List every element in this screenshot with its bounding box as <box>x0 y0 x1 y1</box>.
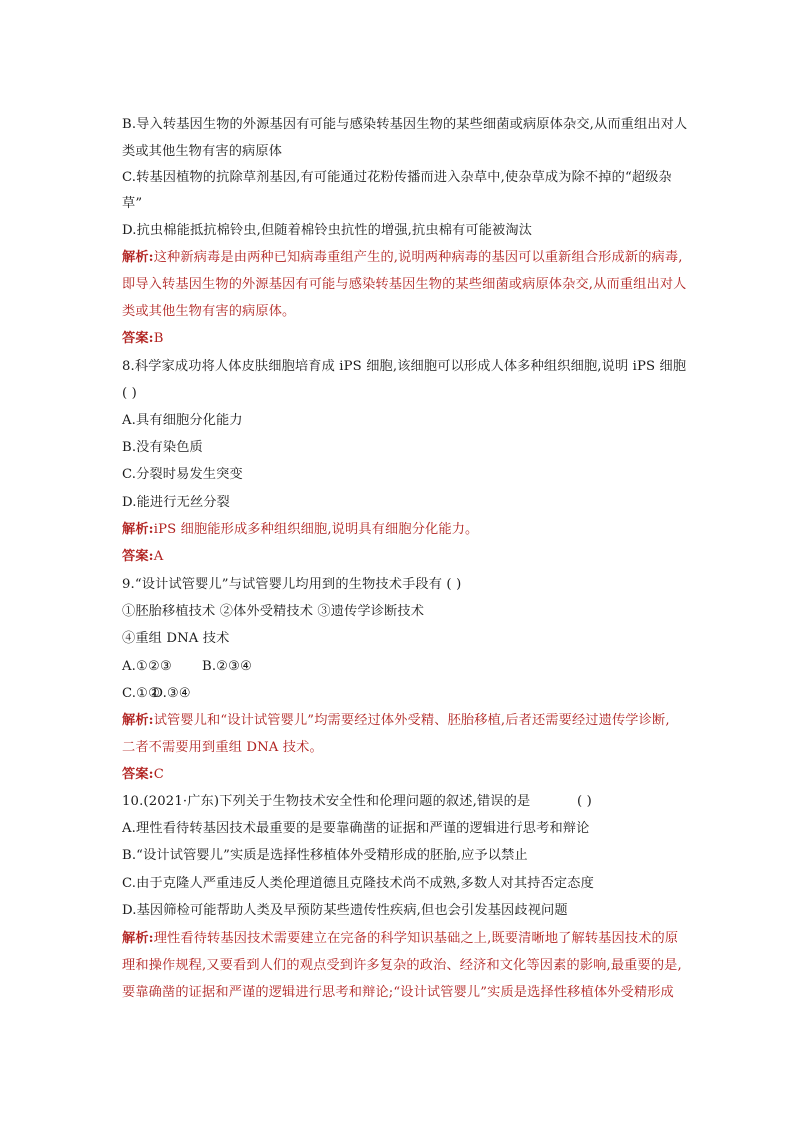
answer-label: 答案: <box>122 549 154 564</box>
q8-analysis-text: iPS 细胞能形成多种组织细胞,说明具有细胞分化能力。 <box>153 522 479 537</box>
q10-option-d: D.基因筛检可能帮助人类及早预防某些遗传性疾病,但也会引发基因歧视问题 <box>122 903 568 918</box>
answer-value: A <box>153 549 164 564</box>
q9-analysis-line2: 二者不需要用到重组 DNA 技术。 <box>122 740 323 755</box>
q7-option-d: D.抗虫棉能抵抗棉铃虫,但随着棉铃虫抗性的增强,抗虫棉有可能被淘汰 <box>122 223 533 238</box>
q8-answer <box>122 548 702 566</box>
analysis-label: 解析: <box>122 713 154 728</box>
q10-option-c: C.由于克隆人严重违反人类伦理道德且克隆技术尚不成熟,多数人对其持否定态度 <box>122 876 594 891</box>
q10-option-b: B.“设计试管婴儿”实质是选择性移植体外受精形成的胚胎,应予以禁止 <box>122 848 528 863</box>
q7-analysis-line2: 即导入转基因生物的外源基因有可能与感染转基因生物的某些细菌或病原体杂交,从而重组出对人 <box>122 277 687 292</box>
q9-option-b: B.②③④ <box>202 659 253 674</box>
q9-analysis-text1: 试管婴儿和“设计试管婴儿”均需要经过体外受精、胚胎移植,后者还需要经过遗传学诊断, <box>153 713 670 728</box>
analysis-label: 解析: <box>122 250 154 265</box>
q10-analysis-line2: 理和操作规程,又要看到人们的观点受到许多复杂的政治、经济和文化等因素的影响,最重要的是, <box>122 958 682 973</box>
q9-option-c: C.①② <box>122 686 161 701</box>
q10-stem: 10.(2021·广东)下列关于生物技术安全性和伦理问题的叙述,错误的是 <box>122 794 531 809</box>
q9-items-line1: ①胚胎移植技术 ②体外受精技术 ③遗传学诊断技术 <box>122 604 425 619</box>
analysis-label: 解析: <box>122 931 154 946</box>
q7-analysis-line1 <box>122 249 702 267</box>
q10-analysis-text1: 理性看待转基因技术需要建立在完备的科学知识基础之上,既要清晰地了解转基因技术的原 <box>153 931 679 946</box>
q8-stem-line2: ( ) <box>122 386 137 401</box>
q10-stem-row <box>122 793 702 811</box>
q7-option-b-line1: B.导入转基因生物的外源基因有可能与感染转基因生物的某些细菌或病原体杂交,从而重组出对人 <box>122 117 688 132</box>
q7-option-b-line2: 类或其他生物有害的病原体 <box>122 144 283 159</box>
q9-options-row1 <box>122 658 702 676</box>
answer-value: B <box>153 331 164 346</box>
q8-option-c: C.分裂时易发生突变 <box>122 467 243 482</box>
q9-option-d: D.③④ <box>152 686 191 701</box>
q9-options-row2 <box>122 685 702 703</box>
answer-label: 答案: <box>122 767 154 782</box>
q8-option-d: D.能进行无丝分裂 <box>122 495 230 510</box>
q7-option-c-line1: C.转基因植物的抗除草剂基因,有可能通过花粉传播而进入杂草中,使杂草成为除不掉的“超级杂 <box>122 170 672 185</box>
q10-stem-paren: ( ) <box>577 794 592 809</box>
q7-answer <box>122 330 702 348</box>
q9-analysis-line1 <box>122 712 702 730</box>
q8-option-a: A.具有细胞分化能力 <box>122 413 243 428</box>
q7-analysis-line3: 类或其他生物有害的病原体。 <box>122 304 296 319</box>
q7-option-c-line2: 草” <box>122 196 143 211</box>
q9-items-line2: ④重组 DNA 技术 <box>122 631 230 646</box>
q10-option-a: A.理性看待转基因技术最重要的是要靠确凿的证据和严谨的逻辑进行思考和辩论 <box>122 821 590 836</box>
q9-stem: 9.“设计试管婴儿”与试管婴儿均用到的生物技术手段有 ( ) <box>122 577 462 592</box>
q9-option-a: A.①②③ <box>122 659 172 674</box>
answer-value: C <box>153 767 164 782</box>
q8-analysis <box>122 521 702 539</box>
q8-option-b: B.没有染色质 <box>122 440 203 455</box>
q10-analysis-line3: 要靠确凿的证据和严谨的逻辑进行思考和辩论;“设计试管婴儿”实质是选择性移植体外受精形成 <box>122 985 674 1000</box>
answer-label: 答案: <box>122 331 154 346</box>
q9-answer <box>122 766 702 784</box>
analysis-label: 解析: <box>122 522 154 537</box>
q7-analysis-text1: 这种新病毒是由两种已知病毒重组产生的,说明两种病毒的基因可以重新组合形成新的病毒, <box>153 250 683 265</box>
q8-stem-line1: 8.科学家成功将人体皮肤细胞培育成 iPS 细胞,该细胞可以形成人体多种组织细胞,说明 iPS 细胞 <box>122 359 687 374</box>
q10-analysis-line1 <box>122 930 702 948</box>
